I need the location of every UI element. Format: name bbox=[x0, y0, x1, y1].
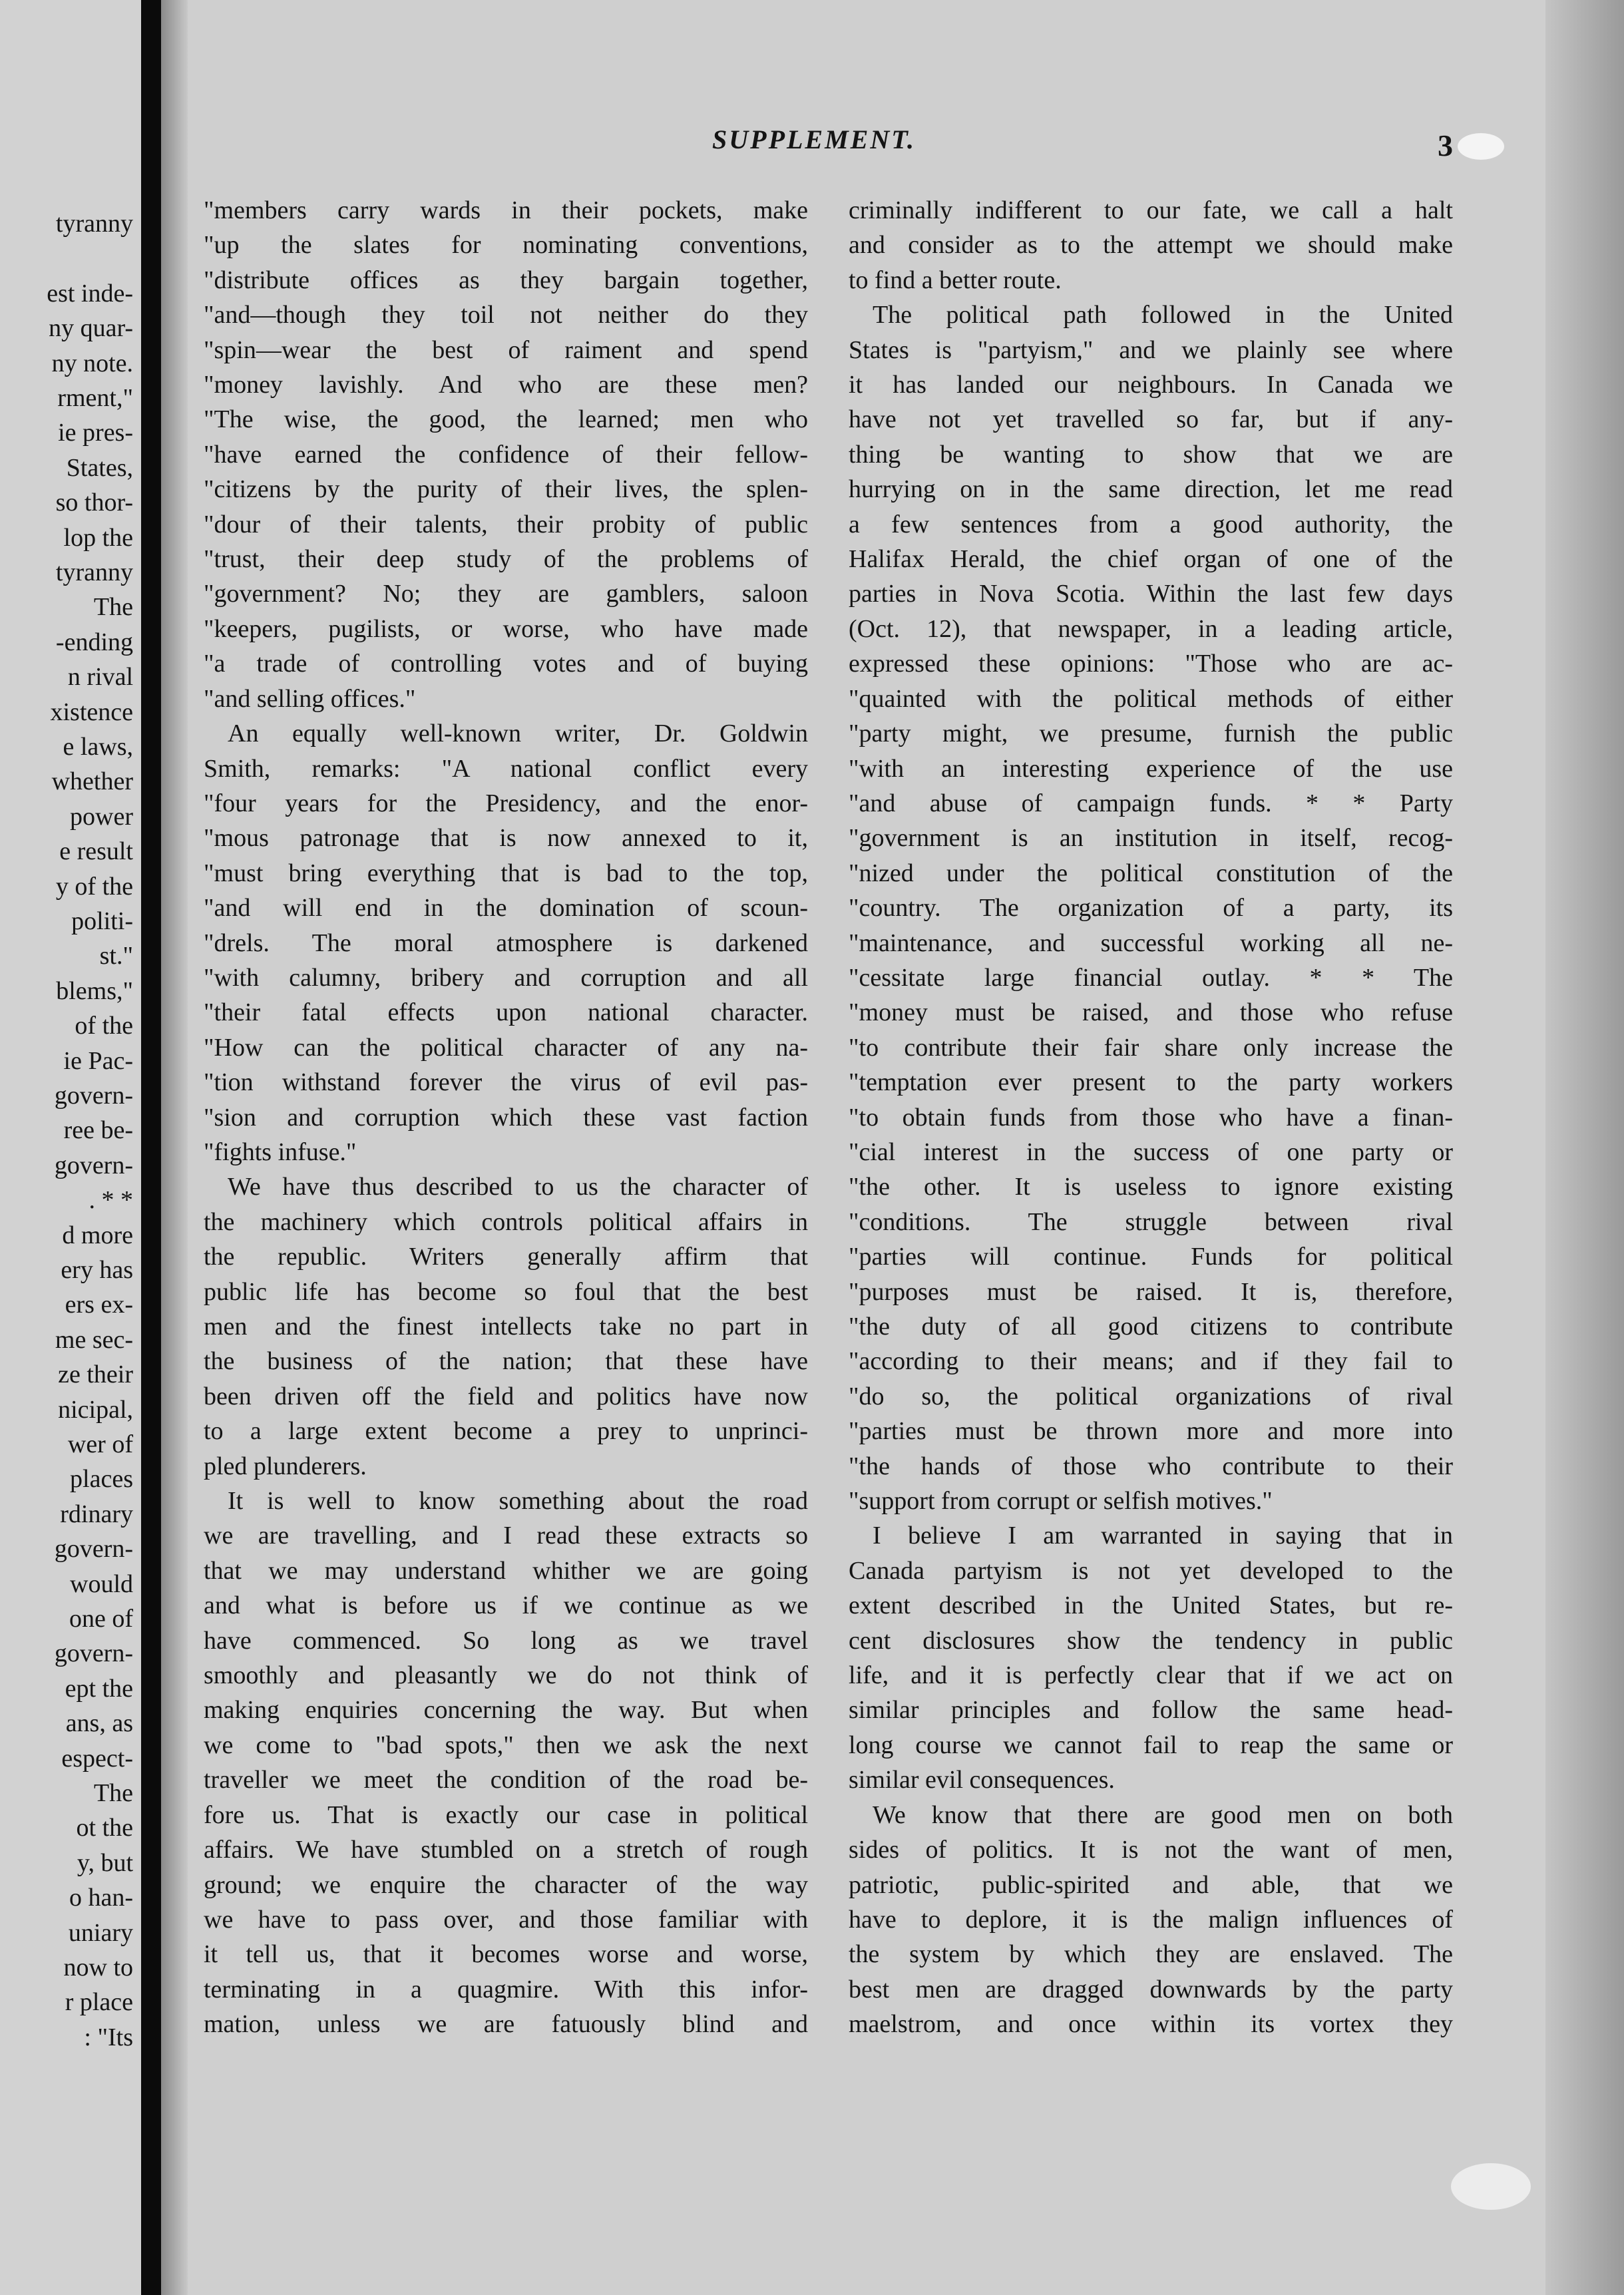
text-line: "with calumny, bribery and corruption and all bbox=[204, 963, 808, 992]
text-line: extent described in the United States, but re- bbox=[849, 1591, 1453, 1620]
text-line: expressed these opinions: "Those who are ac- bbox=[849, 650, 1453, 678]
text-line: The political path followed in the United bbox=[873, 301, 1453, 329]
facing-page-line: lop the bbox=[63, 523, 133, 552]
text-line: "the duty of all good citizens to contribute bbox=[849, 1313, 1453, 1341]
text-line: cent disclosures show the tendency in public bbox=[849, 1626, 1453, 1655]
text-line: best men are dragged downwards by the party bbox=[849, 1975, 1453, 2003]
text-line: have to deplore, it is the malign influences of bbox=[849, 1905, 1453, 1934]
text-column-right bbox=[849, 193, 1453, 2042]
text-line: the system by which they are enslaved. The bbox=[849, 1940, 1453, 1969]
facing-page-fragment bbox=[0, 0, 141, 2295]
text-line: "with an interesting experience of the use bbox=[849, 754, 1453, 783]
text-line: "tion withstand forever the virus of evil pas- bbox=[204, 1068, 808, 1097]
text-line: "conditions. The struggle between rival bbox=[849, 1207, 1453, 1236]
facing-page-line: govern- bbox=[54, 1082, 133, 1110]
text-line: We have thus described to us the character of bbox=[228, 1173, 808, 1201]
facing-page-line: ery has bbox=[61, 1256, 133, 1284]
text-line: "cessitate large financial outlay. * * The bbox=[849, 963, 1453, 992]
text-line: maelstrom, and once within its vortex they bbox=[849, 2010, 1453, 2039]
facing-page-line: tyranny bbox=[55, 558, 133, 586]
text-line: Halifax Herald, the chief organ of one of the bbox=[849, 545, 1453, 574]
text-line: have commenced. So long as we travel bbox=[204, 1626, 808, 1655]
text-line: "do so, the political organizations of rival bbox=[849, 1382, 1453, 1410]
text-line: "and will end in the domination of scoun- bbox=[204, 894, 808, 923]
facing-page-line: e laws, bbox=[63, 733, 133, 761]
gutter-shadow bbox=[161, 0, 188, 2295]
facing-page-line: ny note. bbox=[51, 349, 133, 377]
text-line: (Oct. 12), that newspaper, in a leading article, bbox=[849, 614, 1453, 643]
text-line: "government? No; they are gamblers, saloon bbox=[204, 580, 808, 608]
text-line: "fights infuse." bbox=[204, 1138, 357, 1166]
text-line: "temptation ever present to the party workers bbox=[849, 1068, 1453, 1097]
text-line: "and abuse of campaign funds. * * Party bbox=[849, 789, 1453, 817]
text-line: we come to "bad spots," then we ask the next bbox=[204, 1731, 808, 1759]
text-line: "government is an institution in itself, recog- bbox=[849, 824, 1453, 853]
text-line: "citizens by the purity of their lives, the splen- bbox=[204, 475, 808, 504]
facing-page-line: power bbox=[70, 802, 133, 831]
text-line: States is "partyism," and we plainly see where bbox=[849, 335, 1453, 364]
text-line: "maintenance, and successful working all ne- bbox=[849, 929, 1453, 957]
text-line: "sion and corruption which these vast faction bbox=[204, 1103, 808, 1132]
text-line: "members carry wards in their pockets, make bbox=[204, 196, 808, 224]
text-line: similar principles and follow the same head- bbox=[849, 1696, 1453, 1725]
text-line: traveller we meet the condition of the road be- bbox=[204, 1766, 808, 1794]
text-line: "country. The organization of a party, its bbox=[849, 894, 1453, 923]
text-line: "support from corrupt or selfish motives." bbox=[849, 1487, 1273, 1516]
text-line: An equally well-known writer, Dr. Goldwin bbox=[228, 720, 808, 748]
running-title: SUPPLEMENT. bbox=[712, 124, 916, 154]
text-line: been driven off the field and politics have now bbox=[204, 1382, 808, 1410]
text-line: have not yet travelled so far, but if any- bbox=[849, 405, 1453, 434]
text-line: to a large extent become a prey to unprinci- bbox=[204, 1417, 808, 1446]
text-line: we have to pass over, and those familiar with bbox=[204, 1905, 808, 1934]
facing-page-line: rment," bbox=[57, 384, 133, 412]
text-line: "money must be raised, and those who refuse bbox=[849, 998, 1453, 1027]
page-gutter bbox=[141, 0, 161, 2295]
text-line: "a trade of controlling votes and of buying bbox=[204, 650, 808, 678]
text-line: Smith, remarks: "A national conflict every bbox=[204, 754, 808, 783]
facing-page-line: govern- bbox=[54, 1535, 133, 1564]
paper-stain bbox=[1458, 133, 1504, 160]
facing-page-line: govern- bbox=[54, 1151, 133, 1179]
text-line: parties in Nova Scotia. Within the last few days bbox=[849, 580, 1453, 608]
text-line: mation, unless we are fatuously blind and bbox=[204, 2010, 808, 2039]
text-line: "to contribute their fair share only increase the bbox=[849, 1033, 1453, 1062]
facing-page-line: places bbox=[70, 1465, 133, 1494]
text-line: terminating in a quagmire. With this infor- bbox=[204, 1975, 808, 2003]
text-line: "keepers, pugilists, or worse, who have made bbox=[204, 614, 808, 643]
text-line: Canada partyism is not yet developed to the bbox=[849, 1556, 1453, 1585]
text-line: "dour of their talents, their probity of public bbox=[204, 510, 808, 538]
text-column-left bbox=[204, 193, 808, 2042]
text-line: It is well to know something about the road bbox=[228, 1487, 808, 1516]
text-line: and what is before us if we continue as we bbox=[204, 1591, 808, 1620]
text-line: "must bring everything that is bad to the top, bbox=[204, 859, 808, 887]
facing-page-line: ie pres- bbox=[58, 419, 133, 447]
text-line: we are travelling, and I read these extracts so bbox=[204, 1522, 808, 1550]
text-line: I believe I am warranted in saying that in bbox=[873, 1522, 1453, 1550]
facing-page-line: e result bbox=[59, 837, 133, 866]
text-line: making enquiries concerning the way. But when bbox=[204, 1696, 808, 1725]
facing-page-line: est inde- bbox=[47, 279, 133, 308]
text-line: "spin—wear the best of raiment and spend bbox=[204, 335, 808, 364]
text-line: it has landed our neighbours. In Canada we bbox=[849, 371, 1453, 399]
facing-page-line: n rival bbox=[67, 663, 133, 692]
text-line: "party might, we presume, furnish the public bbox=[849, 720, 1453, 748]
text-line: long course we cannot fail to reap the same or bbox=[849, 1731, 1453, 1759]
facing-page-line: of the bbox=[75, 1012, 133, 1040]
facing-page-line: nicipal, bbox=[58, 1395, 133, 1424]
facing-page-line: tyranny bbox=[55, 210, 133, 238]
text-line: men and the finest intellects take no part in bbox=[204, 1313, 808, 1341]
facing-page-line: The bbox=[93, 593, 133, 622]
text-line: "parties will continue. Funds for political bbox=[849, 1243, 1453, 1271]
facing-page-line: States, bbox=[66, 453, 133, 482]
page-edge bbox=[1545, 0, 1624, 2295]
facing-page-line: y of the bbox=[55, 872, 133, 901]
text-line: We know that there are good men on both bbox=[873, 1800, 1453, 1829]
text-line: "money lavishly. And who are these men? bbox=[204, 371, 808, 399]
facing-page-line: govern- bbox=[54, 1639, 133, 1668]
facing-page-line: politi- bbox=[71, 907, 133, 935]
text-line: "to obtain funds from those who have a finan- bbox=[849, 1103, 1453, 1132]
facing-page-line: ans, as bbox=[65, 1709, 133, 1738]
text-line: sides of politics. It is not the want of men, bbox=[849, 1836, 1453, 1864]
text-line: smoothly and pleasantly we do not think of bbox=[204, 1661, 808, 1690]
facing-page-line: ny quar- bbox=[49, 314, 133, 343]
facing-page-line: st." bbox=[99, 942, 133, 970]
facing-page-line: one of bbox=[69, 1605, 133, 1633]
text-line: affairs. We have stumbled on a stretch of rough bbox=[204, 1836, 808, 1864]
text-line: similar evil consequences. bbox=[849, 1766, 1115, 1794]
paper-stain bbox=[1451, 2163, 1531, 2210]
text-line: a few sentences from a good authority, the bbox=[849, 510, 1453, 538]
text-line: criminally indifferent to our fate, we call a halt bbox=[849, 196, 1453, 224]
facing-page-line: ers ex- bbox=[65, 1291, 133, 1319]
text-line: "cial interest in the success of one party or bbox=[849, 1138, 1453, 1166]
facing-page-line: me sec- bbox=[55, 1325, 133, 1354]
text-line: "four years for the Presidency, and the enor- bbox=[204, 789, 808, 817]
text-line: "their fatal effects upon national character. bbox=[204, 998, 808, 1027]
facing-page-line: blems," bbox=[56, 976, 133, 1005]
text-line: "the hands of those who contribute to their bbox=[849, 1452, 1453, 1480]
page-number: 3 bbox=[1438, 128, 1453, 162]
facing-page-line: r place bbox=[65, 1988, 133, 2017]
facing-page-line: so thor- bbox=[55, 489, 133, 517]
text-line: "according to their means; and if they fail to bbox=[849, 1347, 1453, 1376]
facing-page-line: y, but bbox=[77, 1848, 133, 1877]
facing-page-line: d more bbox=[62, 1221, 133, 1249]
text-line: "drels. The moral atmosphere is darkened bbox=[204, 929, 808, 957]
text-line: that we may understand whither we are going bbox=[204, 1556, 808, 1585]
facing-page-line: rdinary bbox=[60, 1500, 133, 1528]
text-line: "trust, their deep study of the problems of bbox=[204, 545, 808, 574]
facing-page-line: ept the bbox=[65, 1674, 133, 1703]
text-line: public life has become so foul that the best bbox=[204, 1277, 808, 1306]
text-line: patriotic, public-spirited and able, that we bbox=[849, 1870, 1453, 1899]
facing-page-line: xistence bbox=[50, 698, 133, 726]
facing-page-line: ree be- bbox=[63, 1116, 133, 1145]
facing-page-line: wer of bbox=[67, 1430, 133, 1458]
text-line: "distribute offices as they bargain together, bbox=[204, 266, 808, 294]
facing-page-line: espect- bbox=[61, 1744, 133, 1773]
facing-page-line: whether bbox=[51, 767, 133, 796]
text-line: "and—though they toil not neither do they bbox=[204, 301, 808, 329]
text-line: to find a better route. bbox=[849, 266, 1062, 294]
facing-page-line: ze their bbox=[58, 1360, 133, 1389]
text-line: "and selling offices." bbox=[204, 684, 416, 713]
text-line: pled plunderers. bbox=[204, 1452, 367, 1480]
facing-page-line: : "Its bbox=[84, 2023, 133, 2051]
text-line: "the other. It is useless to ignore existing bbox=[849, 1173, 1453, 1201]
facing-page-line: . * * bbox=[89, 1186, 133, 1215]
text-line: thing be wanting to show that we are bbox=[849, 440, 1453, 469]
text-line: and consider as to the attempt we should make bbox=[849, 231, 1453, 260]
text-line: the machinery which controls political affairs in bbox=[204, 1207, 808, 1236]
facing-page-line: would bbox=[70, 1569, 133, 1598]
facing-page-line: o han- bbox=[69, 1884, 133, 1912]
text-line: "have earned the confidence of their fellow- bbox=[204, 440, 808, 469]
text-line: "up the slates for nominating conventions, bbox=[204, 231, 808, 260]
text-line: "parties must be thrown more and more into bbox=[849, 1417, 1453, 1446]
text-line: ground; we enquire the character of the way bbox=[204, 1870, 808, 1899]
text-line: life, and it is perfectly clear that if we act on bbox=[849, 1661, 1453, 1690]
text-line: the business of the nation; that these have bbox=[204, 1347, 808, 1376]
text-line: "quainted with the political methods of either bbox=[849, 684, 1453, 713]
text-line: "nized under the political constitution of the bbox=[849, 859, 1453, 887]
text-line: it tell us, that it becomes worse and worse, bbox=[204, 1940, 808, 1969]
facing-page-line: ot the bbox=[76, 1814, 133, 1842]
facing-page-line: ie Pac- bbox=[63, 1046, 133, 1075]
facing-page-line: -ending bbox=[55, 628, 133, 656]
text-line: fore us. That is exactly our case in political bbox=[204, 1800, 808, 1829]
facing-page-line: The bbox=[93, 1779, 133, 1807]
text-line: "The wise, the good, the learned; men who bbox=[204, 405, 808, 434]
facing-page-line: now to bbox=[63, 1954, 133, 1982]
text-line: the republic. Writers generally affirm that bbox=[204, 1243, 808, 1271]
text-line: "purposes must be raised. It is, therefore, bbox=[849, 1277, 1453, 1306]
text-line: "How can the political character of any na- bbox=[204, 1033, 808, 1062]
text-line: hurrying on in the same direction, let me read bbox=[849, 475, 1453, 504]
facing-page-line: uniary bbox=[68, 1918, 133, 1947]
text-line: "mous patronage that is now annexed to it, bbox=[204, 824, 808, 853]
